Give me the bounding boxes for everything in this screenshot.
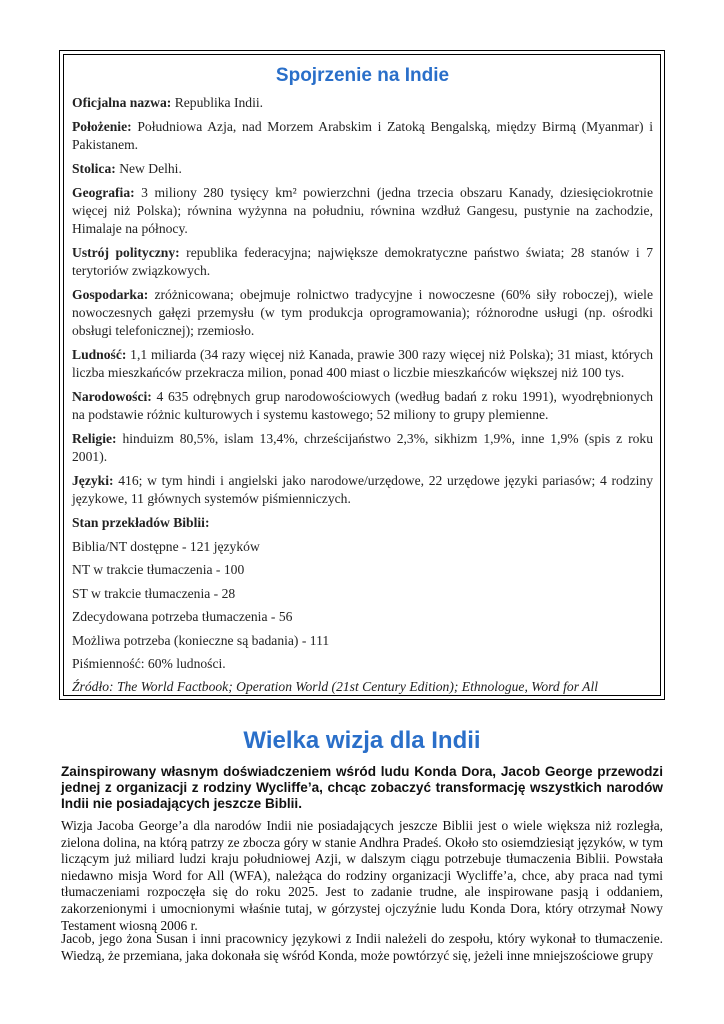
article-title: Wielka wizja dla Indii (243, 727, 481, 754)
bible-stat-item: Możliwa potrzeba (konieczne są badania) - 111 (72, 632, 330, 648)
article-paragraph: Wizja Jacoba George’a dla narodów Indii nie posiadających jeszcze Biblii jest o wiele większa niż rozległa, zielona dolina, na którą patrzy ze zbocza góry w stanie Andhra Pradeś. Około sto osiemdziesiąt języków, w tym liczącym już miliard ludzi kraju południowej Azji, w dalszym ciągu potrzebuje tłumaczenia Biblii. Powstała niedawno misja Word for All (WFA), należąca do rodziny organizacji Wycliffe’a, chce, aby praca nad tymi tłumaczeniami rozpoczęła się do roku 2025. Jest to zadanie trudne, ale inspirowane pasją i oddaniem, zakorzenionymi i umocnionymi właśnie tutaj, w górzystej ojczyźnie ludu Konda Dora, który otrzymał Nowy Testament wiosną 2006 r. (61, 818, 663, 933)
fact-geography (72, 184, 653, 238)
fact-label: Położenie: (72, 119, 132, 134)
fact-box-inner (63, 54, 661, 696)
bible-stat-item: Biblia/NT dostępne - 121 języków (72, 539, 260, 554)
fact-text: zróżnicowana; obejmuje rolnictwo tradycyjne i nowoczesne (60% siły roboczej), wiele nowoczesnych gałęzi przemysłu (w tym produkcja oprogramowania); różnorodne usługi (np. ośrodki obsługi telefonicznej); rzemiosło. (72, 287, 653, 338)
fact-political-system (72, 244, 653, 280)
fact-nationalities (72, 388, 653, 424)
fact-location (72, 118, 653, 154)
fact-text: 4 635 odrębnych grup narodowościowych (według badań z roku 1991), wyodrębnionych na podstawie różnic kulturowych i systemu kastowego; 52 miliony to grupy plemienne. (72, 389, 653, 422)
fact-text: 3 miliony 280 tysięcy km² powierzchni (jedna trzecia obszaru Kanady, dziesięciokrotnie więcej niż Polska); równina wyżynna na południu, równina wzdłuż Gangesu, pustynie na zachodzie, Himalaje na północy. (72, 185, 653, 236)
fact-label: Oficjalna nazwa: (72, 95, 172, 110)
fact-label: Geografia: (72, 185, 135, 200)
source-note: Źródło: The World Factbook; Operation World (21st Century Edition); Ethnologue, Word for All (72, 679, 598, 695)
literacy-stat: Piśmienność: 60% ludności. (72, 655, 226, 671)
fact-label: Stolica: (72, 161, 116, 176)
bible-status-heading (72, 514, 653, 532)
fact-text: Republika Indii. (171, 95, 264, 110)
fact-box-title: Spojrzenie na Indie (275, 65, 450, 86)
fact-text: New Delhi. (115, 161, 182, 176)
fact-text: 1,1 miliarda (34 razy więcej niż Kanada, prawie 300 razy więcej niż Polska); 31 miast, których liczba mieszkańców przekracza milion, ponad 400 miast o liczbie mieszkańców większej niż 100 tys. (72, 347, 653, 380)
fact-label: Gospodarka: (72, 287, 149, 302)
bible-stat-item: ST w trakcie tłumaczenia - 28 (72, 585, 236, 601)
fact-text: hinduizm 80,5%, islam 13,4%, chrześcijaństwo 2,3%, sikhizm 1,9%, inne 1,9% (spis z roku 2001). (72, 431, 653, 464)
bible-status-heading-label: Stan przekładów Biblii: (72, 515, 210, 530)
fact-label: Narodowości: (72, 389, 152, 404)
fact-population (72, 346, 653, 382)
fact-text: republika federacyjna; największe demokratyczne państwo świata; 28 stanów i 7 terytoriów związkowych. (72, 245, 653, 278)
article-lead: Zainspirowany własnym doświadczeniem wśród ludu Konda Dora, Jacob George przewodzi jednej z organizacji z rodziny Wycliffe’a, chcąc zobaczyć transformację wszystkich narodów Indii nie posiadających jeszcze Biblii. (61, 764, 663, 811)
fact-economy (72, 286, 653, 340)
bible-stat-item: Zdecydowana potrzeba tłumaczenia - 56 (72, 609, 293, 625)
article-paragraph: Jacob, jego żona Susan i inni pracownicy językowi z Indii należeli do zespołu, który wykonał to tłumaczenie. Wiedzą, że przemiana, jaka dokonała się wśród Konda, może powtórzyć się, jeżeli inne mniejszościowe grupy (61, 931, 663, 963)
fact-label: Ludność: (72, 347, 127, 362)
fact-religions (72, 430, 653, 466)
bible-stat-item: NT w trakcie tłumaczenia - 100 (72, 562, 245, 578)
fact-languages (72, 472, 653, 508)
fact-text: Południowa Azja, nad Morzem Arabskim i Zatoką Bengalską, między Birmą (Myanmar) i Pakistanem. (72, 119, 653, 152)
fact-capital (72, 160, 653, 178)
fact-label: Języki: (72, 473, 114, 488)
fact-label: Ustrój polityczny: (72, 245, 180, 260)
fact-box (59, 50, 665, 700)
fact-label: Religie: (72, 431, 117, 446)
fact-official-name (72, 94, 653, 112)
fact-text: 416; w tym hindi i angielski jako narodowe/urzędowe, 22 urzędowe języki pariasów; 4 rodziny językowe, 11 głównych systemów piśmienniczych. (72, 473, 653, 506)
